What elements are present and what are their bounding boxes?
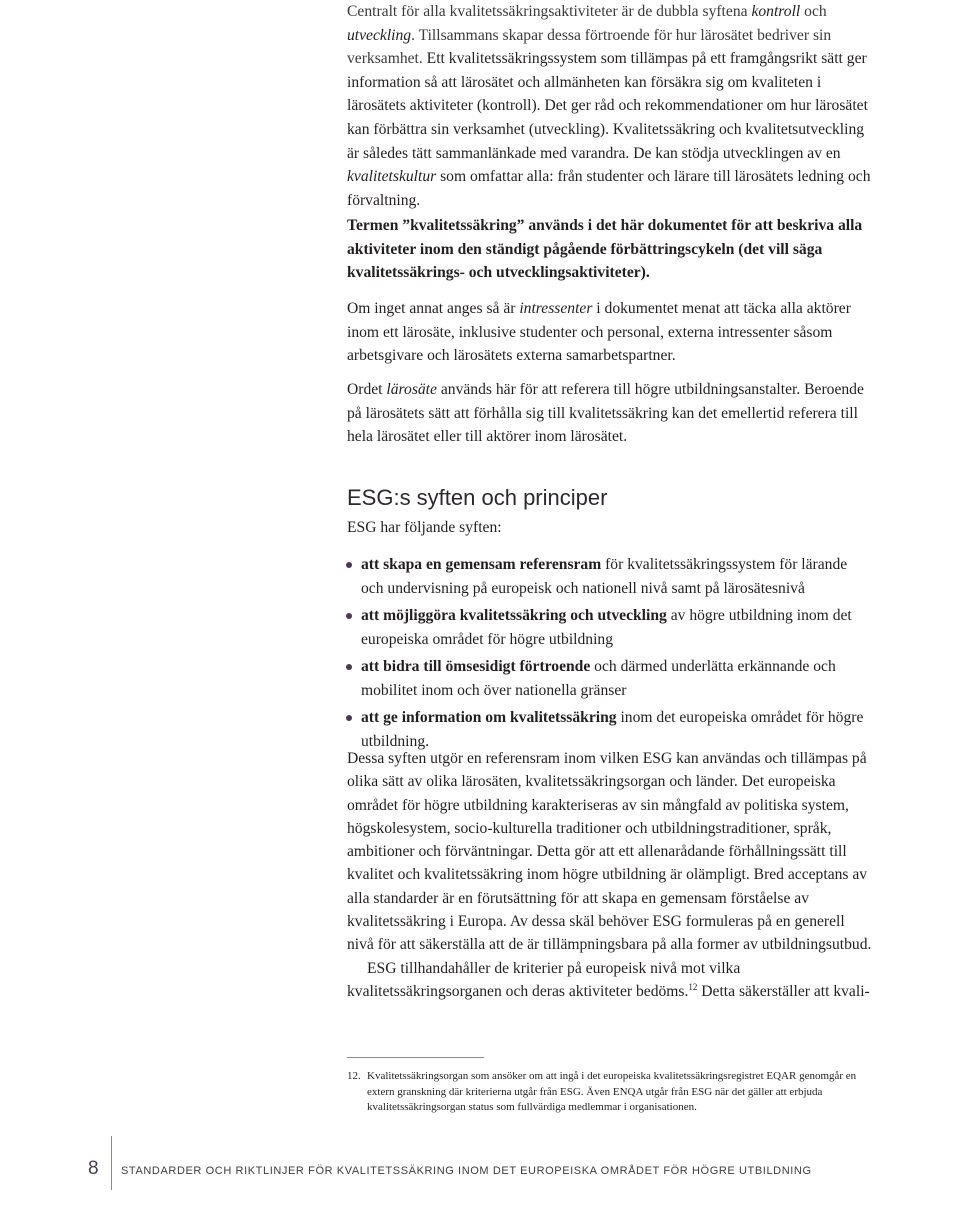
list-item <box>347 604 872 652</box>
purposes-list <box>347 553 872 754</box>
purpose-rest: inom det europeiska området för högre utbildning. <box>361 708 864 750</box>
esg-purposes-section <box>347 484 872 1000</box>
purpose-bold: att ge information om kvalitetssäkring <box>361 708 617 726</box>
page-footer <box>0 1136 960 1186</box>
stakeholder-pre: Om inget annat anges så är <box>347 300 520 317</box>
intro-sentence-4-end: som omfattar alla: från studenter och lärare till lärosätets ledning och förvaltning. <box>347 168 871 209</box>
framework-paragraph: Dessa syften utgör en referensram inom vilken ESG kan användas och tillämpas på olika sätt av olika lärosäten, kvalitetssäkringsorgan och länder. Det europeiska området för högre utbildning karakteriseras av sin mångfald av politiska system, högskolesystem, socio-kulturella traditioner och utbildningstraditioner, språk, ambitioner och förväntningar. Detta gör att ett allenarådande förhållningssätt till kvalitet och kvalitetssäkring inom högre utbildning är olämpligt. Bred acceptans av alla standarder är en förutsättning för att skapa en gemensam förståelse av kvalitetssäkring i Europa. Av dessa skäl behöver ESG formuleras på en generell nivå för att säkerställa att de är tillämpningsbara på alla former av utbildningsutbud. <box>347 750 872 954</box>
intro-sentence-2: Ett kvalitetssäkringssystem som tillämpas på ett framgångsrikt sätt ger information så att lärosätet och allmänheten kan försäkra sig om kvaliteten i lärosätets aktiviteter (kontroll). <box>347 50 867 115</box>
stakeholder-post: i dokumentet menat att täcka alla aktörer inom ett lärosäte, inklusive studenter och personal, externa intressenter såsom arbetsgivare och lärosätets externa samarbetspartner. <box>347 300 851 365</box>
larosate-pre: Ordet <box>347 381 387 398</box>
term-definition-paragraph <box>347 214 872 285</box>
footnote-text: Kvalitetssäkringsorgan som ansöker om att ingå i det europeiska kvalitetssäkringsregistret EQAR genomgår en extern granskning där kriterierna utgår från ESG. Även ENQA utgår från ESG när det gäller att erbjuda kvalitetssäkringsorgan status som fullvärdiga medlemmar i organisationen. <box>367 1070 857 1113</box>
purpose-rest: för kvalitetssäkringssystem för lärande och undervisning på europeisk och nationell nivå samt på lärosätesnivå <box>361 555 848 597</box>
stakeholder-paragraph <box>347 297 872 368</box>
bullet-dot-icon <box>346 664 352 670</box>
stakeholder-em: intressenter <box>519 300 593 317</box>
footnote-reference[interactable]: 12 <box>688 981 698 992</box>
section-lead: ESG har följande syften: <box>347 519 502 536</box>
larosate-paragraph <box>347 378 872 449</box>
criteria-tail: Detta säkerställer att kvali- <box>697 982 870 1000</box>
term-definition-text: Termen ”kvalitetssäkring” används i det här dokumentet för att beskriva alla aktiviteter inom den ständigt pågående förbättringscykeln (det vill säga kvalitetssäkrings- och utvecklingsaktiviteter). <box>347 217 863 282</box>
running-title: STANDARDER OCH RIKTLINJER FÖR KVALITETSSÄKRING INOM DET EUROPEISKA OMRÅDET FÖR HÖGRE UTBILDNING <box>121 1165 812 1177</box>
intro-sentence-4: Kvalitetssäkring och kvalitetsutveckling är således tätt sammanlänkade med varandra. De kan stödja utvecklingen av en <box>347 120 865 162</box>
intro-conj: och <box>800 3 827 20</box>
larosate-post: används här för att referera till högre utbildningsanstalter. Beroende på lärosätets sätt att förhålla sig till kvalitetssäkring kan det emellertid referera till hela lärosätet eller till aktörer inom lärosätet. <box>347 381 864 446</box>
footnote-number: 12. <box>347 1070 361 1082</box>
criteria-text: ESG tillhandahåller de kriterier på europeisk nivå mot vilka kvalitetssäkringsorganen och deras aktiviteter bedöms. <box>347 959 741 1000</box>
criteria-paragraph <box>347 957 872 1004</box>
intro-em-kontroll: kontroll <box>751 3 801 20</box>
purpose-rest: och därmed underlätta erkännande och mobilitet inom och över nationella gränser <box>361 657 836 699</box>
framework-paragraphs <box>347 747 872 1003</box>
list-item <box>347 655 872 703</box>
purpose-rest: av högre utbildning inom det europeiska området för högre utbildning <box>361 606 852 648</box>
larosate-em: lärosäte <box>386 381 437 398</box>
page-number: 8 <box>88 1158 99 1179</box>
bullet-dot-icon <box>346 613 352 619</box>
list-item <box>347 553 872 601</box>
bullet-dot-icon <box>346 715 352 721</box>
purpose-bold: att skapa en gemensam referensram <box>361 555 602 573</box>
bullet-dot-icon <box>346 562 352 568</box>
intro-paragraph <box>347 0 872 212</box>
intro-em-kvalitetskultur: kvalitetskultur <box>347 168 437 186</box>
intro-sentence-1: Centralt för alla kvalitetssäkringsaktiviteter är de dubbla syftena <box>347 3 752 20</box>
intro-em-utveckling: utveckling <box>347 26 412 44</box>
purpose-bold: att möjliggöra kvalitetssäkring och utveckling <box>361 606 667 624</box>
footnote-divider <box>347 1057 484 1058</box>
section-heading: ESG:s syften och principer <box>347 485 608 510</box>
purpose-bold: att bidra till ömsesidigt förtroende <box>361 657 591 675</box>
intro-sentence-1-end: . Tillsammans skapar dessa förtroende för hur lärosätet bedriver sin verksamhet. <box>347 26 832 68</box>
footnote <box>347 1069 867 1116</box>
footer-divider <box>111 1136 112 1190</box>
intro-sentence-3: Det ger råd och rekommendationer om hur lärosätet kan förbättra sin verksamhet (utveckling). <box>347 97 868 138</box>
